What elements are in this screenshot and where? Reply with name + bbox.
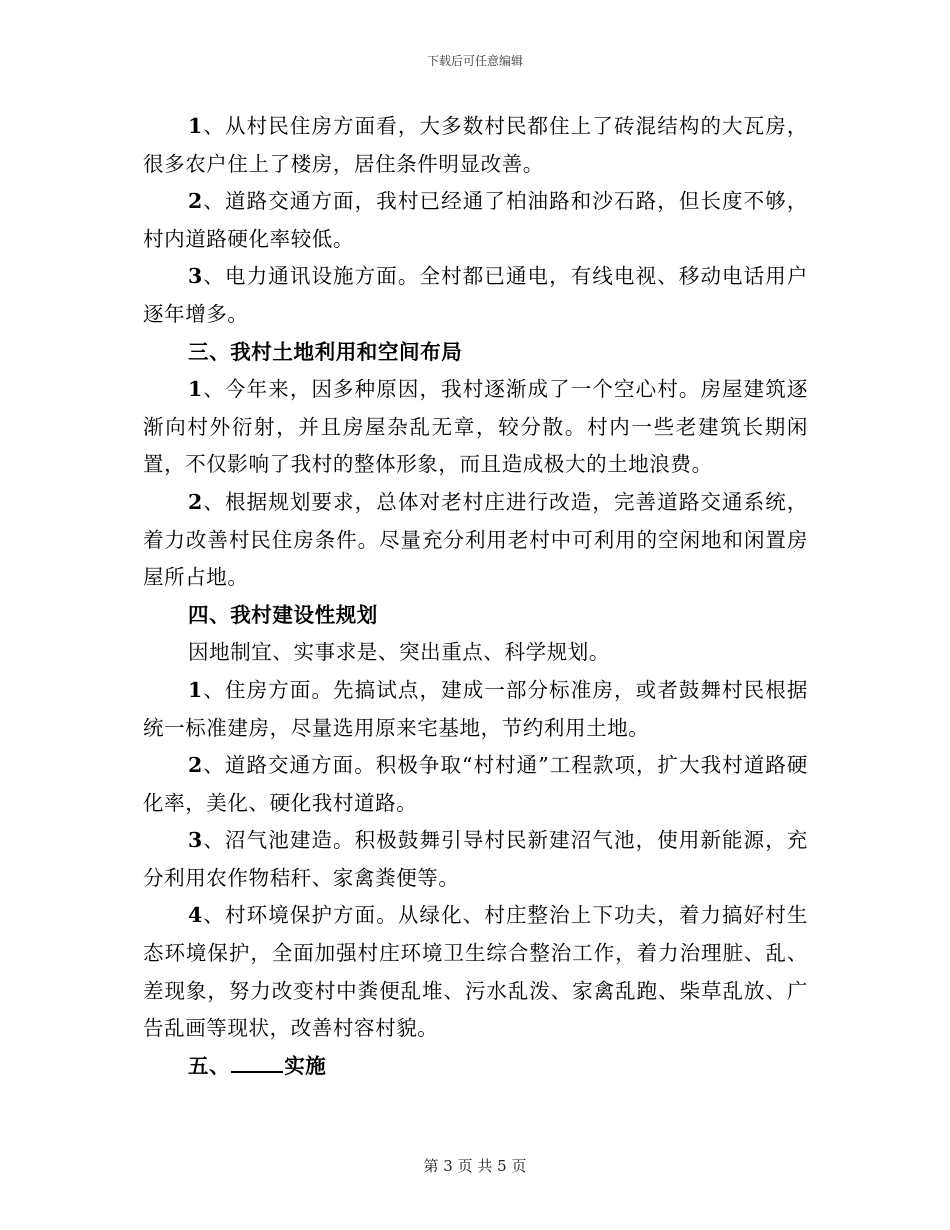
- heading-prefix: 五、: [188, 1053, 231, 1078]
- fill-in-blank: [231, 1053, 283, 1073]
- paragraph-text: 、住房方面。先搞试点，建成一部分标准房，或者鼓舞村民根据统一标准建房，尽量选用原来宅基地，节约利用土地。: [143, 677, 808, 740]
- section-heading-implementation: [143, 1048, 808, 1086]
- paragraph-hollow-village: [143, 371, 808, 484]
- paragraph-roads: [143, 183, 808, 258]
- paragraph-text: 、根据规划要求，总体对老村庄进行改造，完善道路交通系统，着力改善村民住房条件。尽量充分利用老村中可利用的空闲地和闲置房屋所占地。: [143, 489, 808, 590]
- page-header-note: 下载后可任意编辑: [426, 54, 523, 68]
- item-number: 2: [188, 753, 203, 778]
- paragraph-text: 、道路交通方面，我村已经通了柏油路和沙石路，但长度不够，村内道路硬化率较低。: [143, 189, 808, 251]
- section-heading-land-use: 三、我村土地利用和空间布局: [188, 339, 463, 364]
- paragraph-housing-plan: [143, 672, 808, 747]
- paragraph-text: 、今年来，因多种原因，我村逐渐成了一个空心村。房屋建筑逐渐向村外衍射，并且房屋杂乱无章，较分散。村内一些老建筑长期闲置，不仅影响了我村的整体形象，而且造成极大的土地浪费。: [143, 377, 808, 477]
- item-number: 3: [188, 264, 203, 289]
- paragraph-renovation: [143, 484, 808, 597]
- item-number: 1: [188, 114, 203, 138]
- item-number: 3: [188, 828, 203, 853]
- item-number: 2: [188, 189, 203, 214]
- paragraph-principles: 因地制宜、实事求是、突出重点、科学规划。: [188, 640, 610, 665]
- paragraph-roads-plan: [143, 747, 808, 822]
- section-heading-planning: 四、我村建设性规划: [188, 602, 378, 627]
- paragraph-text: 、电力通讯设施方面。全村都已通电，有线电视、移动电话用户逐年增多。: [143, 264, 808, 326]
- paragraph-biogas: [143, 822, 808, 897]
- item-number: 1: [188, 677, 203, 702]
- paragraph-text: 、道路交通方面。积极争取“村村通”工程款项，扩大我村道路硬化率，美化、硬化我村道路。: [143, 753, 808, 815]
- paragraph-power-telecom: [143, 258, 808, 333]
- item-number: 1: [188, 377, 203, 402]
- document-body: [143, 108, 808, 1085]
- paragraph-text: 、沼气池建造。积极鼓舞引导村民新建沼气池，使用新能源，充分利用农作物秸秆、家禽粪便等。: [143, 828, 808, 890]
- item-number: 4: [188, 903, 203, 928]
- paragraph-text: 、从村民住房方面看，大多数村民都住上了砖混结构的大瓦房，很多农户住上了楼房，居住条件明显改善。: [143, 114, 808, 176]
- paragraph-text: 、村环境保护方面。从绿化、村庄整治上下功夫，着力搞好村生态环境保护，全面加强村庄环境卫生综合整治工作，着力治理脏、乱、差现象，努力改变村中粪便乱堆、污水乱泼、家禽乱跑、柴草乱放、广告乱画等现状，改善村容村貌。: [143, 903, 808, 1041]
- heading-suffix: 实施: [284, 1053, 327, 1078]
- paragraph-housing: [143, 108, 808, 183]
- page-number: 第 3 页 共 5 页: [423, 1157, 527, 1175]
- paragraph-environment: [143, 897, 808, 1047]
- item-number: 2: [188, 489, 203, 514]
